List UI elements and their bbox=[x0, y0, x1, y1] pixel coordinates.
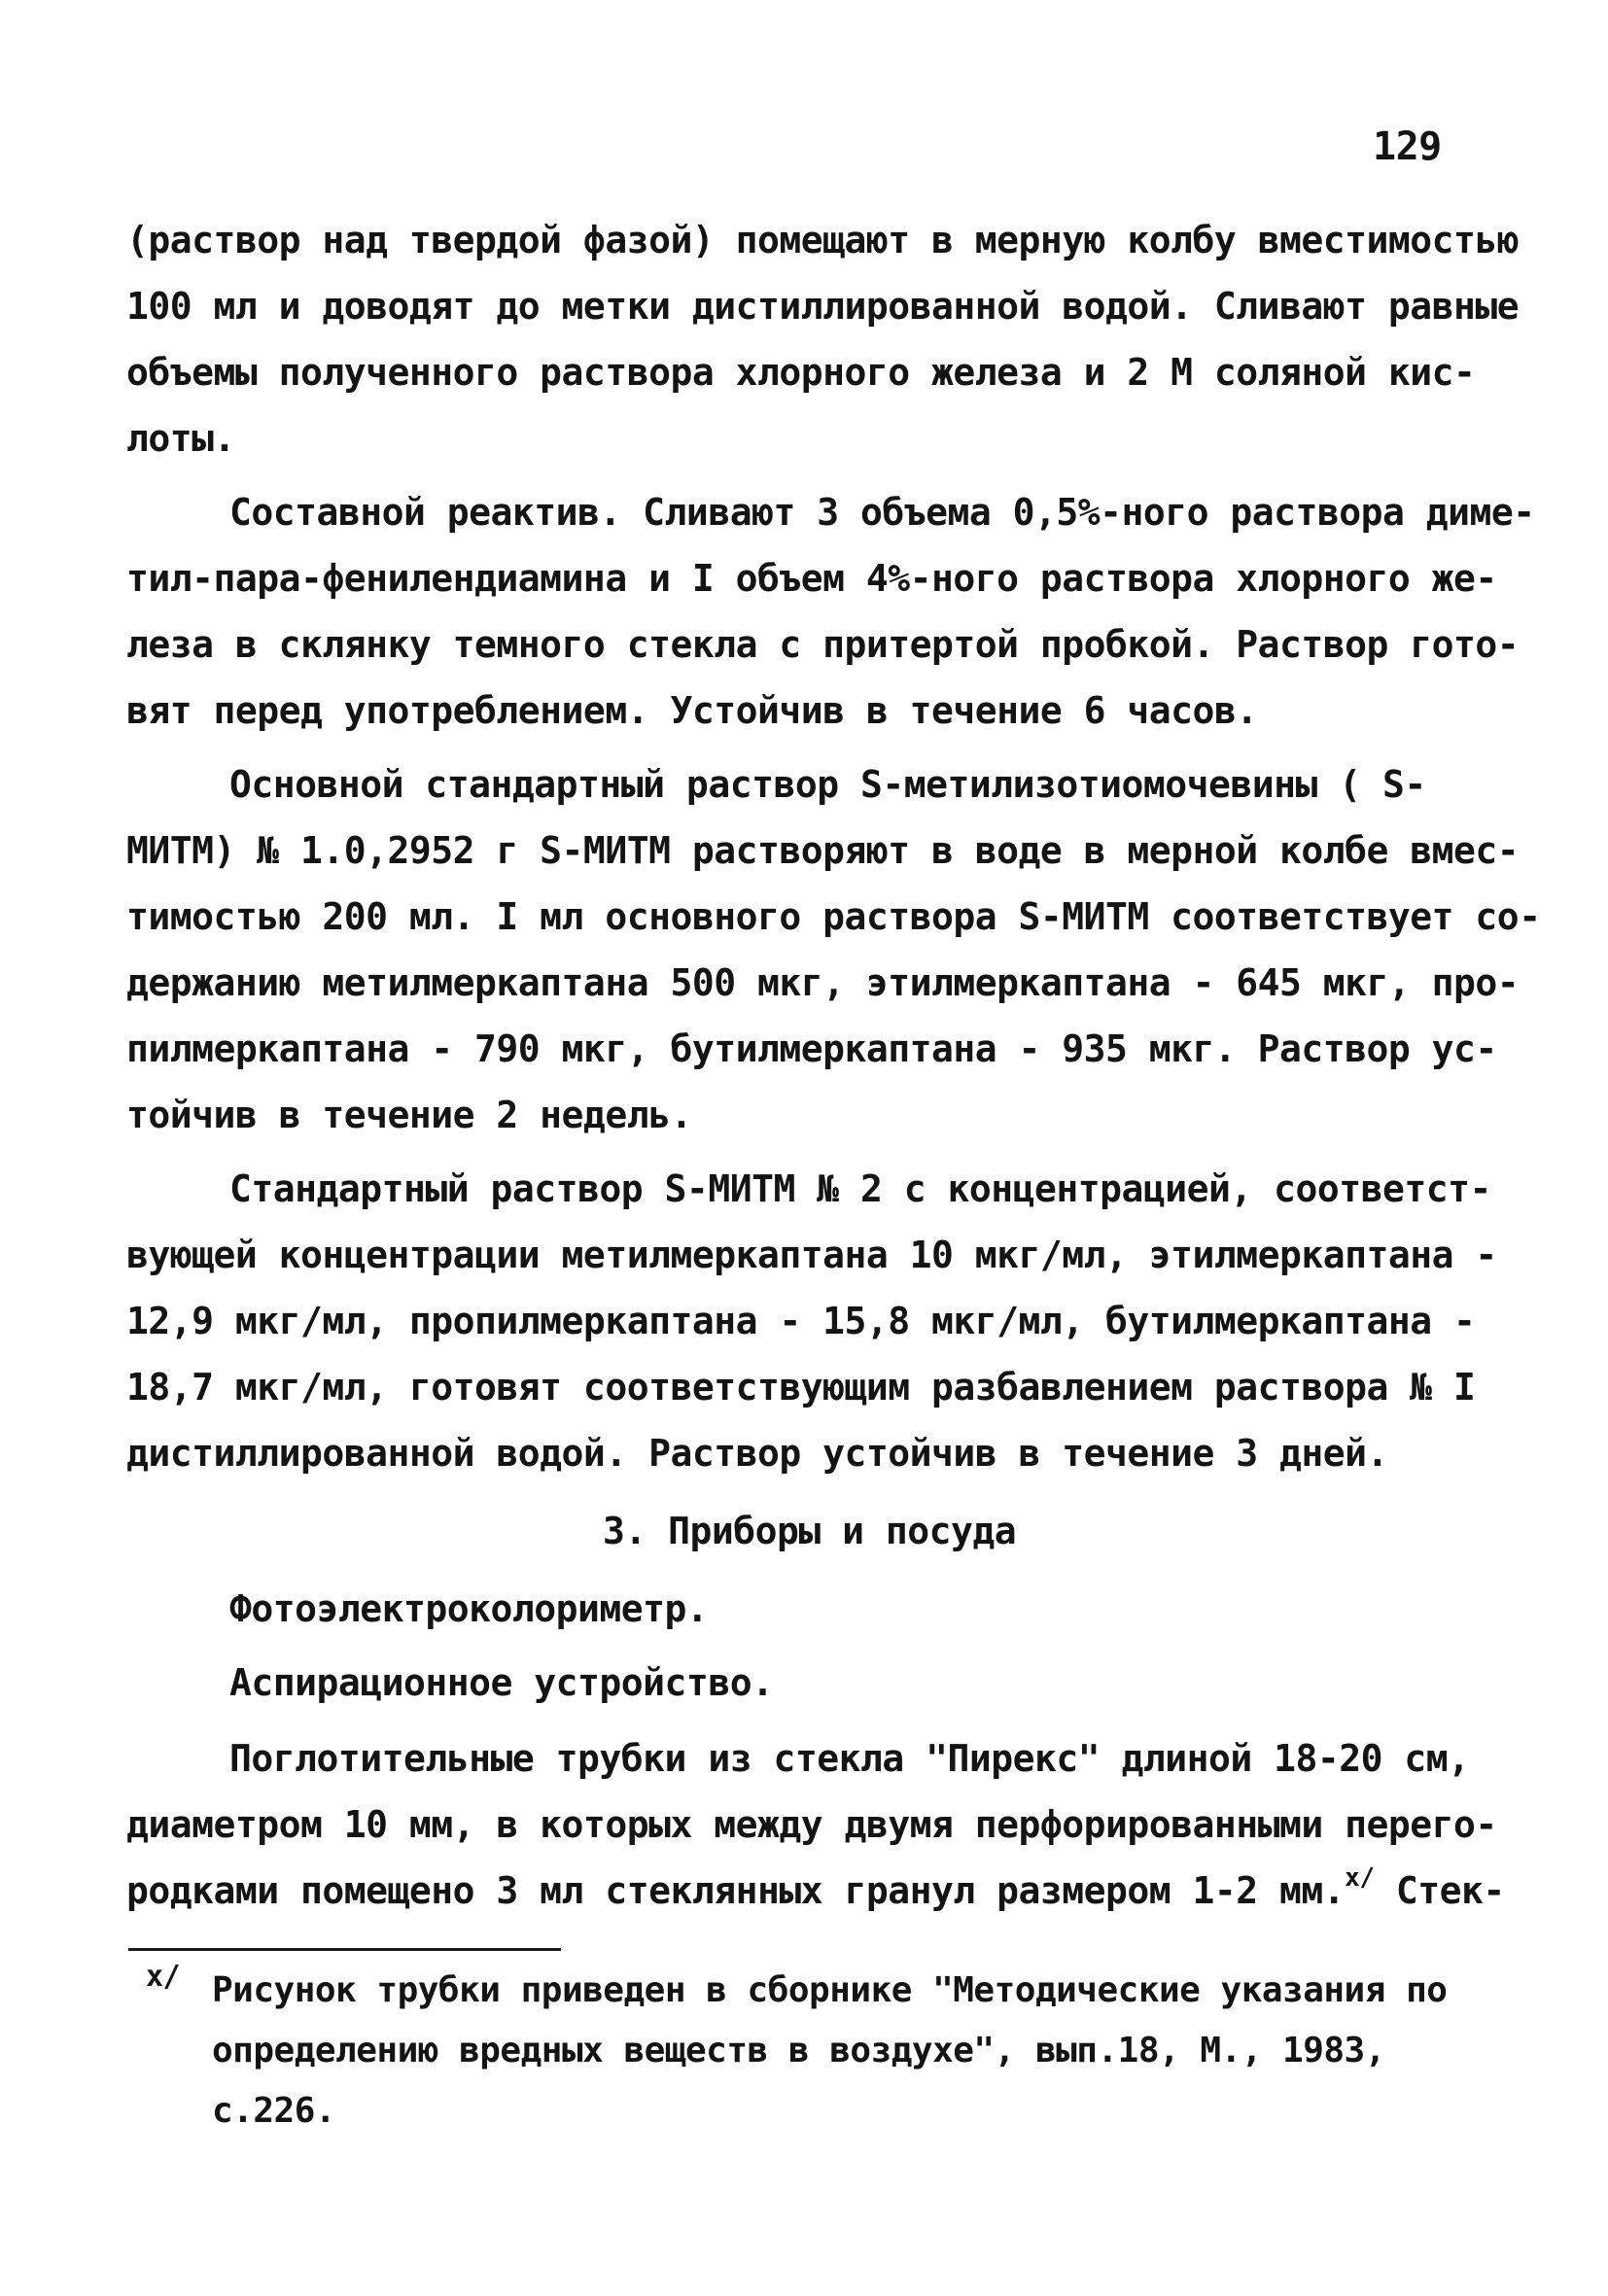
text-line: лоты. bbox=[126, 417, 235, 460]
text-line: Фотоэлектроколориметр. bbox=[229, 1587, 709, 1630]
text-line: Основной стандартный раствор S-метилизотиомочевины ( S- bbox=[229, 763, 1426, 806]
text-line: вят перед употреблением. Устойчив в течение 6 часов. bbox=[126, 689, 1258, 732]
text-line: пилмеркаптана - 790 мкг, бутилмеркаптана - 935 мкг. Раствор ус- bbox=[126, 1027, 1497, 1070]
text-line: Составной реактив. Сливают 3 объема 0,5%-ного раствора диме- bbox=[229, 491, 1535, 534]
text-line: Поглотительные трубки из стекла "Пирекс" длиной 18-20 см, bbox=[229, 1737, 1470, 1780]
text-line: 18,7 мкг/мл, готовят соответствующим разбавлением раствора № I bbox=[126, 1366, 1476, 1409]
footnote-line: определению вредных веществ в воздухе", вып.18, М., 1983, bbox=[212, 2031, 1385, 2070]
text-line: (раствор над твердой фазой) помещают в мерную колбу вместимостью bbox=[126, 219, 1520, 261]
page-number: 129 bbox=[1373, 124, 1442, 169]
text-line: МИТМ) № 1.0,2952 г S-МИТМ растворяют в воде в мерной колбе вмес- bbox=[126, 829, 1520, 872]
text-line: тимостью 200 мл. I мл основного раствора S-МИТМ соответствует со- bbox=[126, 895, 1541, 938]
footnote-rule bbox=[128, 1948, 561, 1951]
text-line: тойчив в течение 2 недель. bbox=[126, 1094, 692, 1136]
text-line bbox=[126, 1863, 1505, 1912]
text-line: Аспирационное устройство. bbox=[229, 1661, 774, 1704]
text-line: 12,9 мкг/мл, пропилмеркаптана - 15,8 мкг/мл, бутилмеркаптана - bbox=[126, 1300, 1476, 1342]
text-line: вующей концентрации метилмеркаптана 10 мкг/мл, этилмеркаптана - bbox=[126, 1234, 1497, 1276]
text-line: леза в склянку темного стекла с притертой пробкой. Раствор гото- bbox=[126, 623, 1520, 666]
text-line: тил-пара-фенилендиамина и I объем 4%-ного раствора хлорного же- bbox=[126, 557, 1497, 600]
footnote-ref: x/ bbox=[1345, 1863, 1375, 1893]
footnote-line: Рисунок трубки приведен в сборнике "Методические указания по bbox=[212, 1970, 1448, 2010]
section-heading: 3. Приборы и посуда bbox=[603, 1510, 1017, 1552]
text-line: 100 мл и доводят до метки дистиллированной водой. Сливают равные bbox=[126, 285, 1520, 328]
text-line: Стандартный раствор S-МИТМ № 2 с концентрацией, соответст- bbox=[229, 1167, 1491, 1210]
footnote-mark: x/ bbox=[146, 1960, 181, 1994]
text-line-tail: Стек- bbox=[1395, 1869, 1505, 1912]
text-line: дистиллированной водой. Раствор устойчив в течение 3 дней. bbox=[126, 1432, 1388, 1475]
footnote-line: с.226. bbox=[212, 2091, 336, 2131]
text-line: объемы полученного раствора хлорного железа и 2 М соляной кис- bbox=[126, 351, 1476, 394]
text-line: диаметром 10 мм, в которых между двумя перфорированными перего- bbox=[126, 1803, 1497, 1846]
text-line: держанию метилмеркаптана 500 мкг, этилмеркаптана - 645 мкг, про- bbox=[126, 961, 1520, 1004]
text-line-body: родками помещено 3 мл стеклянных гранул размером 1-2 мм. bbox=[126, 1869, 1346, 1912]
